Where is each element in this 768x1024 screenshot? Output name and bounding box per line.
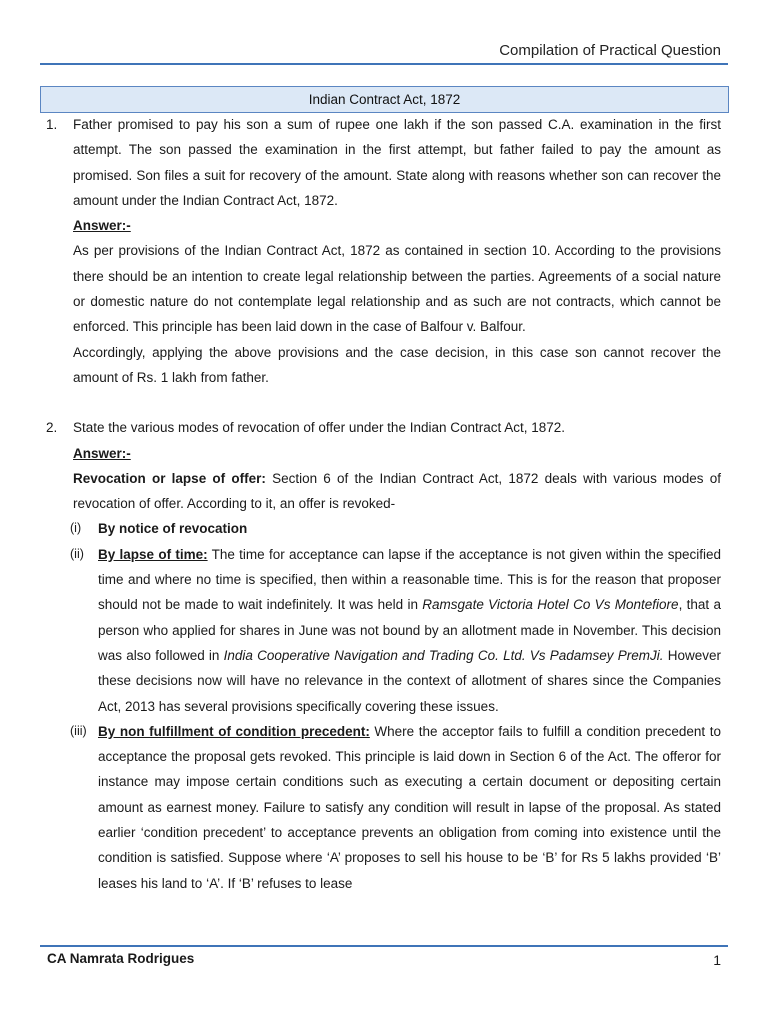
question-1: [46, 112, 721, 213]
header-title: Compilation of Practical Question: [499, 42, 721, 59]
answer-paragraph: [73, 466, 721, 517]
document-body: [0, 112, 768, 896]
list-text: Where the acceptor fails to fulfill a condition precedent to acceptance the proposal gets revoked. This principle is laid down in Section 6 of the Act. The offeror for instance may impose certain conditions such as executing a certain document or depositing certain amount as earnest money. Failure to satisfy any condition will result in lapse of the proposal. As stated earlier ‘condition precedent’ to acceptance prevents an obligation from coming into existence until the condition is satisfied. Suppose where ‘A’ proposes to sell his house to be ‘B’ for Rs 5 lakhs provided ‘B’ leases his land to ‘A’. If ‘B’ refuses to lease: [98, 723, 721, 891]
answer-label: Answer:-: [73, 445, 131, 461]
section-title: Indian Contract Act, 1872: [40, 86, 729, 113]
list-number: (iii): [70, 723, 87, 738]
list-number: (ii): [70, 546, 84, 561]
list-text: The time for acceptance can lapse if the acceptance is not given within the specified time and where no time is specified, then within a reasonable time. This is for the reason that proposer should not be made to wait indefinitely. It was held in: [98, 546, 722, 613]
case-citation: Ramsgate Victoria Hotel Co Vs Montefiore: [422, 597, 679, 613]
intro-text: Section 6 of the Indian Contract Act, 1872 deals with various modes of revocation of offer. According to it, an offer is revoked-: [73, 470, 722, 512]
header-divider: [40, 63, 728, 65]
footer-author: CA Namrata Rodrigues: [47, 951, 195, 966]
list-item: [70, 516, 721, 541]
question-number: 1.: [46, 117, 58, 132]
answer-paragraph: As per provisions of the Indian Contract Act, 1872 as contained in section 10. According to the provisions there should be an intention to create legal relationship between the parties. Agreements of a social nature or domestic nature do not contemplate legal relationship and as such are not contracts, which cannot be enforced. This principle has been laid down in the case of Balfour v. Balfour.: [73, 243, 721, 335]
list-heading: By lapse of time:: [98, 546, 208, 562]
list-text: , that a person who applied for shares in June was not bound by an allotment made in November. This decision was also followed in: [98, 597, 721, 663]
answer-label: Answer:-: [73, 218, 131, 234]
page-number: 1: [713, 952, 721, 968]
list-number: (i): [70, 521, 82, 536]
list-heading: By non fulfillment of condition precedent:: [98, 723, 370, 739]
answer-paragraph: Accordingly, applying the above provisions and the case decision, in this case son cannot recover the amount of Rs. 1 lakh from father.: [73, 344, 721, 385]
list-item: [70, 719, 721, 896]
list-text: However these decisions now will have no relevance in the context of allotment of shares since the Companies Act, 2013 has several provisions specifically covering these issues.: [98, 647, 721, 714]
list-item: [70, 542, 722, 719]
question-2: [46, 415, 721, 440]
case-citation: India Cooperative Navigation and Trading Co. Ltd. Vs Padamsey PremJi.: [223, 647, 664, 663]
intro-heading: Revocation or lapse of offer:: [73, 470, 266, 486]
footer-divider: [40, 945, 728, 947]
question-text: State the various modes of revocation of offer under the Indian Contract Act, 1872.: [73, 420, 566, 436]
list-heading: By notice of revocation: [98, 521, 248, 537]
question-text: Father promised to pay his son a sum of rupee one lakh if the son passed C.A. examination in the first attempt. The son passed the examination in the first attempt, but father failed to pay the amount as promised. Son files a suit for recovery of the amount. State along with reasons whether son can recover the amount under the Indian Contract Act, 1872.: [73, 117, 721, 208]
question-number: 2.: [46, 420, 58, 436]
